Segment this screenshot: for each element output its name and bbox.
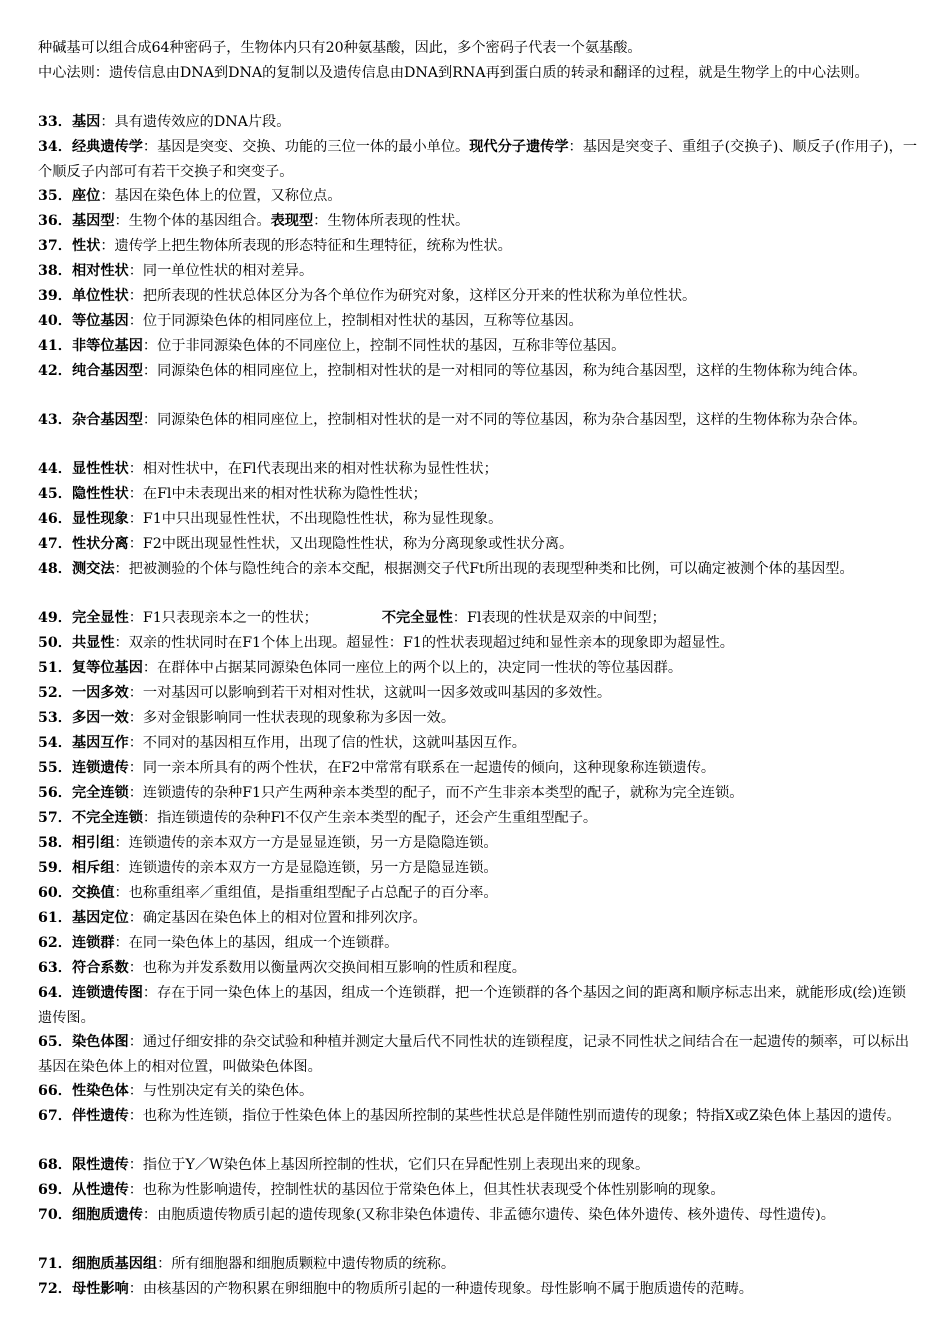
definition-paragraph [38, 557, 918, 582]
term-label: 座位 [71, 188, 101, 204]
term-label: 显性现象 [71, 511, 129, 527]
entry-number: 40． [38, 313, 72, 329]
definition-paragraph [38, 1153, 918, 1178]
term-label: 连锁群 [71, 935, 115, 951]
entry-number: 56． [38, 785, 72, 801]
definition-text: ：生物体所表现的性状。 [313, 213, 470, 229]
term-label: 共显性 [71, 635, 115, 651]
entry-number: 42． [38, 363, 72, 379]
term-label: 杂合基因型 [71, 412, 143, 428]
entry-number: 41． [38, 338, 72, 354]
definition-text: ：遗传学上把生物体所表现的形态特征和生理特征，统称为性状。 [100, 238, 512, 254]
definition-text: ：同一亲本所具有的两个性状，在F2中常常有联系在一起遗传的倾向，这种现象称连锁遗传。 [128, 760, 716, 776]
definition-paragraph [38, 981, 918, 1030]
definition-text: ：所有细胞器和细胞质颗粒中遗传物质的统称。 [157, 1256, 456, 1272]
term-label: 一因多效 [71, 685, 129, 701]
entry-number: 72． [38, 1281, 72, 1297]
definition-paragraph [38, 110, 918, 135]
definition-paragraph [38, 681, 918, 706]
entry-number: 67． [38, 1108, 72, 1124]
entry-number: 37． [38, 238, 72, 254]
definition-text: ：连锁遗传的亲本双方一方是显隐连锁，另一方是隐显连锁。 [114, 860, 498, 876]
term-label: 连锁遗传 [71, 760, 129, 776]
term-label: 完全显性 [71, 610, 129, 626]
entry-number: 70． [38, 1207, 72, 1223]
term-label: 从性遗传 [71, 1182, 129, 1198]
definition-paragraph [38, 956, 918, 981]
term-label: 显性性状 [71, 461, 129, 477]
definition-text: ：多对金银影响同一性状表现的现象称为多因一效。 [128, 710, 456, 726]
term-label: 交换值 [71, 885, 115, 901]
definition-text: ：Fl表现的性状是双亲的中间型； [452, 610, 666, 626]
definition-paragraph [38, 731, 918, 756]
definition-paragraph [38, 831, 918, 856]
term-label: 基因互作 [71, 735, 129, 751]
definition-paragraph [38, 1079, 918, 1104]
entry-number: 61． [38, 910, 72, 926]
entry-number: 68． [38, 1157, 72, 1173]
term-label: 非等位基因 [71, 338, 143, 354]
term-label: 限性遗传 [71, 1157, 129, 1173]
entry-number: 34． [38, 139, 72, 155]
definition-text: ：同源染色体的相同座位上，控制相对性状的是一对相同的等位基因，称为纯合基因型，这样的生物体称为纯合体。 [142, 363, 867, 379]
term-label: 等位基因 [71, 313, 129, 329]
definition-text: ：位于非同源染色体的不同座位上，控制不同性状的基因，互称非等位基因。 [142, 338, 626, 354]
entry-number: 49． [38, 610, 72, 626]
entry-number: 65． [38, 1034, 72, 1050]
entry-number: 64． [38, 985, 72, 1001]
definition-text: ：由核基因的产物积累在卵细胞中的物质所引起的一种遗传现象。母性影响不属于胞质遗传的范畴。 [128, 1281, 753, 1297]
definition-text: ：相对性状中，在Fl代表现出来的相对性状称为显性性状； [128, 461, 498, 477]
term-label: 连锁遗传图 [71, 985, 143, 1001]
definition-text: ：F2中既出现显性性状，又出现隐性性状，称为分离现象或性状分离。 [128, 536, 574, 552]
term-label: 相斥组 [71, 860, 115, 876]
definition-text: ：通过仔细安排的杂交试验和种植并测定大量后代不同性状的连锁程度，记录不同性状之间结合在一起遗传的频率，可以标出基因在染色体上的相对位置，叫做染色体图。 [38, 1034, 910, 1075]
entry-number: 39． [38, 288, 72, 304]
definition-text: ：基因是突变、交换、功能的三位一体的最小单位。 [142, 139, 470, 155]
entry-number: 44． [38, 461, 72, 477]
term-label: 性染色体 [71, 1083, 129, 1099]
entry-number: 36． [38, 213, 72, 229]
definition-text: ：同源染色体的相同座位上，控制相对性状的是一对不同的等位基因，称为杂合基因型，这样的生物体称为杂合体。 [142, 412, 867, 428]
entry-number: 47． [38, 536, 72, 552]
definition-text: ：生物个体的基因组合。 [114, 213, 271, 229]
definition-text: ：一对基因可以影响到若干对相对性状，这就叫一因多效或叫基因的多效性。 [128, 685, 612, 701]
entry-number: 46． [38, 511, 72, 527]
entry-number: 54． [38, 735, 72, 751]
term-label: 单位性状 [71, 288, 129, 304]
term-label: 纯合基因型 [71, 363, 143, 379]
definition-text: ：不同对的基因相互作用，出现了信的性状，这就叫基因互作。 [128, 735, 526, 751]
entry-number: 58． [38, 835, 72, 851]
definition-text: ：把被测验的个体与隐性纯合的亲本交配，根据测交子代Ft所出现的表现型种类和比例，可以确定被测个体的基因型。 [114, 561, 854, 577]
definition-paragraph [38, 359, 918, 384]
term-label: 复等位基因 [71, 660, 143, 676]
definition-paragraph [38, 532, 918, 557]
term-label: 符合系数 [71, 960, 129, 976]
definition-text: ：也称重组率／重组值，是指重组型配子占总配子的百分率。 [114, 885, 498, 901]
definition-text: ：由胞质遗传物质引起的遗传现象(又称非染色体遗传、非孟德尔遗传、染色体外遗传、核外遗传、母性遗传)。 [142, 1207, 835, 1223]
definition-text: 种碱基可以组合成64种密码子，生物体内只有20种氨基酸，因此，多个密码子代表一个氨基酸。 [38, 40, 642, 56]
entry-number: 50． [38, 635, 72, 651]
term-label: 完全连锁 [71, 785, 129, 801]
entry-number: 51． [38, 660, 72, 676]
term-label: 细胞质基因组 [71, 1256, 158, 1272]
definition-text: ：在同一染色体上的基因，组成一个连锁群。 [114, 935, 399, 951]
definition-text: ：指连锁遗传的杂种Fl不仅产生亲本类型的配子，还会产生重组型配子。 [142, 810, 598, 826]
term-label: 相对性状 [71, 263, 129, 279]
definition-paragraph [38, 507, 918, 532]
term-label: 基因型 [71, 213, 115, 229]
term-label: 细胞质遗传 [71, 1207, 143, 1223]
definition-paragraph [38, 706, 918, 731]
entry-number: 59． [38, 860, 72, 876]
definition-text: ：把所表现的性状总体区分为各个单位作为研究对象，这样区分开来的性状称为单位性状。 [128, 288, 697, 304]
definition-text: ：存在于同一染色体上的基因，组成一个连锁群，把一个连锁群的各个基因之间的距离和顺序标志出来，就能形成(绘)连锁遗传图。 [38, 985, 906, 1026]
definition-paragraph [38, 482, 918, 507]
term-label: 表现型 [270, 213, 314, 229]
entry-number: 55． [38, 760, 72, 776]
definition-paragraph [38, 135, 918, 184]
term-label: 现代分子遗传学 [469, 139, 569, 155]
definition-text: ：指位于Y／W染色体上基因所控制的性状，它们只在异配性别上表现出来的现象。 [128, 1157, 650, 1173]
definition-paragraph [38, 881, 918, 906]
definition-text: ：连锁遗传的亲本双方一方是显显连锁，另一方是隐隐连锁。 [114, 835, 498, 851]
definition-paragraph [38, 806, 918, 831]
entry-number: 38． [38, 263, 72, 279]
definition-paragraph [38, 931, 918, 956]
definition-text: ：位于同源染色体的相同座位上，控制相对性状的基因，互称等位基因。 [128, 313, 583, 329]
term-label: 经典遗传学 [71, 139, 143, 155]
definition-text: 中心法则：遗传信息由DNA到DNA的复制以及遗传信息由DNA到RNA再到蛋白质的转录和翻译的过程，就是生物学上的中心法则。 [38, 65, 869, 81]
definition-paragraph [38, 756, 918, 781]
definition-text: ：基因在染色体上的位置，又称位点。 [100, 188, 342, 204]
term-label: 性状分离 [71, 536, 129, 552]
definition-paragraph [38, 184, 918, 209]
definition-text: ：同一单位性状的相对差异。 [128, 263, 314, 279]
entry-number: 63． [38, 960, 72, 976]
definition-text: ：确定基因在染色体上的相对位置和排列次序。 [128, 910, 427, 926]
text-paragraph [38, 36, 918, 61]
definition-text: ：F1中只出现显性性状，不出现隐性性状，称为显性现象。 [128, 511, 503, 527]
definition-paragraph [38, 906, 918, 931]
entry-number: 57． [38, 810, 72, 826]
definition-paragraph [38, 457, 918, 482]
definition-paragraph [38, 408, 918, 433]
definition-text: ：双亲的性状同时在F1个体上出现。超显性：F1的性状表现超过纯和显性亲本的现象即为超显性。 [114, 635, 734, 651]
term-label: 测交法 [71, 561, 115, 577]
definition-text: ：具有遗传效应的DNA片段。 [100, 114, 291, 130]
entry-number: 66． [38, 1083, 72, 1099]
definition-text: ：连锁遗传的杂种F1只产生两种亲本类型的配子，而不产生非亲本类型的配子，就称为完全连锁。 [128, 785, 744, 801]
definition-paragraph [38, 1104, 918, 1129]
definition-text: ：也称为性连锁，指位于性染色体上的基因所控制的某些性状总是伴随性别而遗传的现象；特指X或Z染色体上基因的遗传。 [128, 1108, 901, 1124]
entry-number: 69． [38, 1182, 72, 1198]
definition-paragraph [38, 1252, 918, 1277]
definition-text: ：基因是突变子、重组子(交换子)、顺反子(作用子)，一个顺反子内部可有若干交换子和突变子。 [38, 139, 918, 180]
term-label: 基因定位 [71, 910, 129, 926]
definition-paragraph [38, 1178, 918, 1203]
definition-paragraph [38, 259, 918, 284]
definition-paragraph [38, 334, 918, 359]
term-label: 母性影响 [71, 1281, 129, 1297]
definition-paragraph [38, 1030, 918, 1079]
definition-paragraph [38, 309, 918, 334]
entry-number: 43． [38, 412, 72, 428]
term-label: 伴性遗传 [71, 1108, 129, 1124]
entry-number: 53． [38, 710, 72, 726]
text-paragraph [38, 61, 918, 86]
entry-number: 52． [38, 685, 72, 701]
definition-paragraph [38, 631, 918, 656]
term-label: 隐性性状 [71, 486, 129, 502]
definition-text: ：也称为性影响遗传，控制性状的基因位于常染色体上，但其性状表现受个体性别影响的现象。 [128, 1182, 725, 1198]
term-label: 多因一效 [71, 710, 129, 726]
entry-number: 33． [38, 114, 72, 130]
term-label: 不完全连锁 [71, 810, 143, 826]
definition-text: ：在Fl中未表现出来的相对性状称为隐性性状； [128, 486, 427, 502]
term-label: 相引组 [71, 835, 115, 851]
entry-number: 62． [38, 935, 72, 951]
entry-number: 71． [38, 1256, 72, 1272]
definition-paragraph [38, 781, 918, 806]
term-label: 染色体图 [71, 1034, 129, 1050]
definition-paragraph [38, 656, 918, 681]
definition-paragraph [38, 1203, 918, 1228]
definition-text: ：也称为并发系数用以衡量两次交换间相互影响的性质和程度。 [128, 960, 526, 976]
term-label: 不完全显性 [381, 610, 453, 626]
entry-number: 35． [38, 188, 72, 204]
definition-paragraph [38, 606, 918, 631]
definition-paragraph [38, 234, 918, 259]
definition-paragraph [38, 284, 918, 309]
entry-number: 45． [38, 486, 72, 502]
definition-text: ：与性别决定有关的染色体。 [128, 1083, 314, 1099]
term-label: 性状 [71, 238, 101, 254]
definition-paragraph [38, 856, 918, 881]
term-label: 基因 [71, 114, 101, 130]
definition-text: ：在群体中占据某同源染色体同一座位上的两个以上的，决定同一性状的等位基因群。 [142, 660, 683, 676]
entry-number: 48． [38, 561, 72, 577]
entry-number: 60． [38, 885, 72, 901]
definition-text: ：F1只表现亲本之一的性状； [128, 610, 318, 626]
definition-paragraph [38, 209, 918, 234]
definition-paragraph [38, 1277, 918, 1302]
